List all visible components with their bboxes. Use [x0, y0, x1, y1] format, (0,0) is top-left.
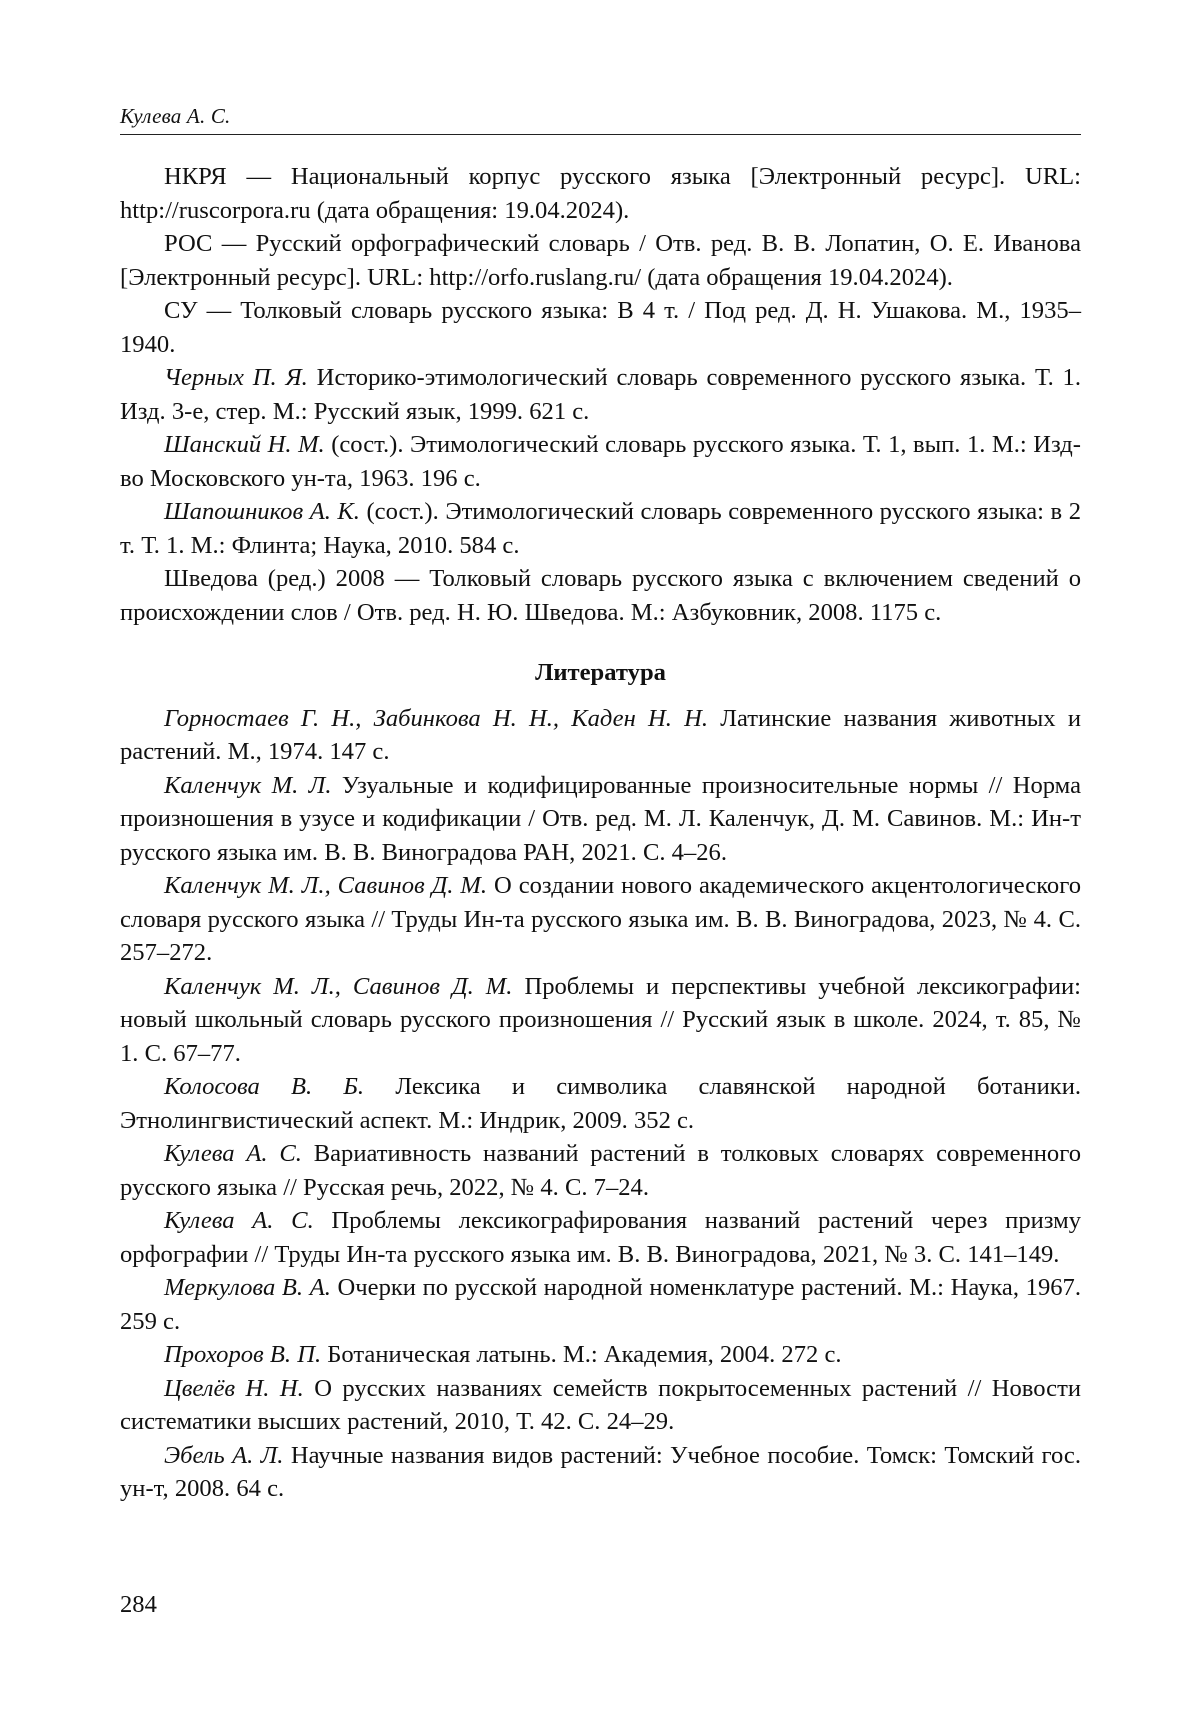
- entry-text: Лексика и символика славянской народной ботаники. Этнолингвистический аспект. М.: Индрик, 2009. 352 с.: [120, 1073, 1081, 1134]
- source-entry: [120, 562, 1081, 629]
- literature-entry: [120, 869, 1081, 970]
- literature-entry: [120, 1439, 1081, 1506]
- entry-author: Каленчук М. Л., Савинов Д. М.: [164, 972, 513, 1000]
- entry-text: РОС — Русский орфографический словарь / Отв. ред. В. В. Лопатин, О. Е. Иванова [Электронный ресурс]. URL: http://orfo.ruslang.ru/ (дата обращения 19.04.2024).: [120, 230, 1081, 291]
- page-number: 284: [120, 1591, 157, 1618]
- entry-text: НКРЯ — Национальный корпус русского языка [Электронный ресурс]. URL: http://ruscorpora.ru (дата обращения: 19.04.2024).: [120, 163, 1081, 224]
- entry-author: Каленчук М. Л., Савинов Д. М.: [164, 872, 488, 899]
- bibliography-body: [120, 160, 1081, 1506]
- literature-entry: [120, 970, 1081, 1071]
- header-rule: [120, 134, 1081, 135]
- entry-text: СУ — Толковый словарь русского языка: В 4 т. / Под ред. Д. Н. Ушакова. М., 1935–1940.: [120, 297, 1081, 358]
- source-entry: [120, 294, 1081, 361]
- literature-entry: [120, 1338, 1081, 1372]
- entry-text: Проблемы и перспективы учебной лексикографии: новый школьный словарь русского произношения // Русский язык в школе. 2024, т. 85, № 1. С. 67–77.: [120, 972, 1081, 1067]
- literature-entry: [120, 1137, 1081, 1204]
- literature-entry: [120, 1070, 1081, 1137]
- entry-text: (сост.). Этимологический словарь русского языка. Т. 1, вып. 1. М.: Изд-во Московского ун-та, 1963. 196 с.: [120, 431, 1081, 492]
- source-entry: [120, 160, 1081, 227]
- entry-author: Прохоров В. П.: [164, 1341, 322, 1368]
- entry-text: Ботаническая латынь. М.: Академия, 2004. 272 с.: [321, 1341, 842, 1368]
- entry-author: Кулева А. С.: [164, 1140, 302, 1167]
- source-entry: [120, 428, 1081, 495]
- entry-author: Цвелёв Н. Н.: [164, 1374, 304, 1402]
- entry-author: Колосова В. Б.: [164, 1073, 365, 1100]
- source-entry: [120, 361, 1081, 428]
- entry-author: Меркулова В. А.: [164, 1274, 331, 1301]
- literature-entry: [120, 702, 1081, 769]
- entry-text: Шведова (ред.) 2008 — Толковый словарь русского языка с включением сведений о происхождении слов / Отв. ред. Н. Ю. Шведова. М.: Азбуковник, 2008. 1175 с.: [120, 565, 1081, 626]
- literature-entry: [120, 1204, 1081, 1271]
- literature-entry: [120, 769, 1081, 870]
- entry-author: Черных П. Я.: [164, 364, 308, 391]
- entry-text: Научные названия видов растений: Учебное пособие. Томск: Томский гос. ун-т, 2008. 64 с.: [120, 1441, 1081, 1502]
- entry-text: (сост.). Этимологический словарь современного русского языка: в 2 т. Т. 1. М.: Флинта; Наука, 2010. 584 с.: [120, 498, 1081, 559]
- entry-author: Эбель А. Л.: [164, 1441, 284, 1469]
- literature-entry: [120, 1372, 1081, 1439]
- running-head: Кулева А. С.: [120, 104, 231, 128]
- entry-author: Шапошников А. К.: [164, 498, 360, 525]
- source-entry: [120, 227, 1081, 294]
- literature-heading: Литература: [535, 659, 666, 686]
- entry-author: Горностаев Г. Н., Забинкова Н. Н., Каден Н. Н.: [164, 704, 709, 732]
- entry-text: Латинские названия животных и растений. М., 1974. 147 с.: [120, 704, 1081, 765]
- entry-text: Историко-этимологический словарь современного русского языка. Т. 1. Изд. 3-е, стер. М.: Русский язык, 1999. 621 с.: [120, 364, 1082, 425]
- entry-text: Вариативность названий растений в толковых словарях современного русского языка // Русская речь, 2022, № 4. С. 7–24.: [120, 1140, 1081, 1201]
- entry-author: Каленчук М. Л.: [164, 771, 332, 799]
- entry-text: Узуальные и кодифицированные произносительные нормы // Норма произношения в узусе и кодификации / Отв. ред. М. Л. Каленчук, Д. М. Савинов. М.: Ин-т русского языка им. В. В. Виноградова РАН, 2021. С. 4–26.: [120, 771, 1081, 866]
- source-entry: [120, 495, 1081, 562]
- entry-text: Проблемы лексикографирования названий растений через призму орфографии // Труды Ин-та русского языка им. В. В. Виноградова, 2021, № 3. С. 141–149.: [120, 1207, 1082, 1268]
- entry-text: О создании нового академического акцентологического словаря русского языка // Труды Ин-та русского языка им. В. В. Виноградова, 2023, № 4. С. 257–272.: [120, 872, 1081, 966]
- entry-author: Шанский Н. М.: [164, 431, 325, 458]
- entry-text: О русских названиях семейств покрытосеменных растений // Новости систематики высших растений, 2010, Т. 42. С. 24–29.: [120, 1374, 1081, 1435]
- entry-text: Очерки по русской народной номенклатуре растений. М.: Наука, 1967. 259 с.: [120, 1274, 1081, 1335]
- literature-entry: [120, 1271, 1081, 1338]
- entry-author: Кулева А. С.: [164, 1207, 314, 1234]
